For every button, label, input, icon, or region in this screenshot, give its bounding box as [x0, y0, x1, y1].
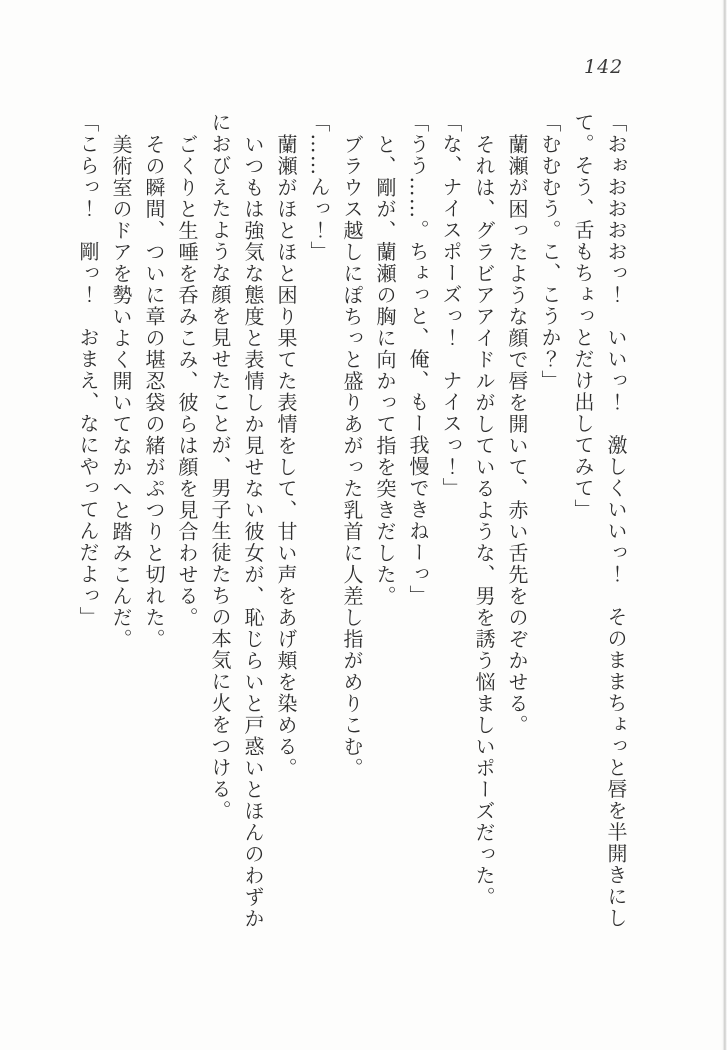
text-line: 「……んっ！」 — [307, 112, 331, 263]
text-line: それは、グラビアアイドルがしているような、男を誘う悩ましいポーズだった。 — [472, 133, 496, 908]
text-line: 蘭瀬がほとほと困り果てた表情をして、甘い声をあげ頬を染める。 — [274, 133, 298, 779]
page-number: 142 — [584, 56, 624, 78]
text-line: 美術室のドアを勢いよく開いてなかへと踏みこんだ。 — [109, 133, 133, 650]
text-line: ごくりと生唾を呑みこみ、彼らは顔を見合わせる。 — [175, 133, 199, 628]
text-line: て。そう、舌もちょっとだけ出してみて」 — [571, 112, 595, 521]
text-line: 「こらっ！ 剛っ！ おまえ、なにやってんだよっ」 — [76, 112, 100, 628]
vertical-text-block — [71, 112, 632, 962]
text-line: 蘭瀬が困ったような顔で唇を開いて、赤い舌先をのぞかせる。 — [505, 133, 529, 736]
text-line: 「な、ナイスポーズっ！ ナイスっ！」 — [439, 112, 463, 499]
text-line: と、剛が、蘭瀬の胸に向かって指を突きだした。 — [373, 133, 397, 607]
page-edge-shadow — [721, 0, 727, 1050]
text-line: ブラウス越しにぽちっと盛りあがった乳首に人差し指がめりこむ。 — [340, 133, 364, 779]
text-line: におびえたような顔を見せたことが、男子生徒たちの本気に火をつける。 — [208, 112, 232, 822]
text-line: いつもは強気な態度と表情しか見せない彼女が、恥じらいと戸惑いとほんのわずか — [241, 133, 265, 929]
text-line: 「おぉおおおおっ！ いいっ！ 激しくいいっ！ そのままちょっと唇を半開きにし — [604, 112, 628, 929]
text-line: 「むむむう。こ、こうか？」 — [538, 112, 562, 392]
text-line: 「うう……。ちょっと、俺、もー我慢できねーっ」 — [406, 112, 430, 607]
text-line: その瞬間、ついに章の堪忍袋の緒がぷつりと切れた。 — [142, 133, 166, 650]
